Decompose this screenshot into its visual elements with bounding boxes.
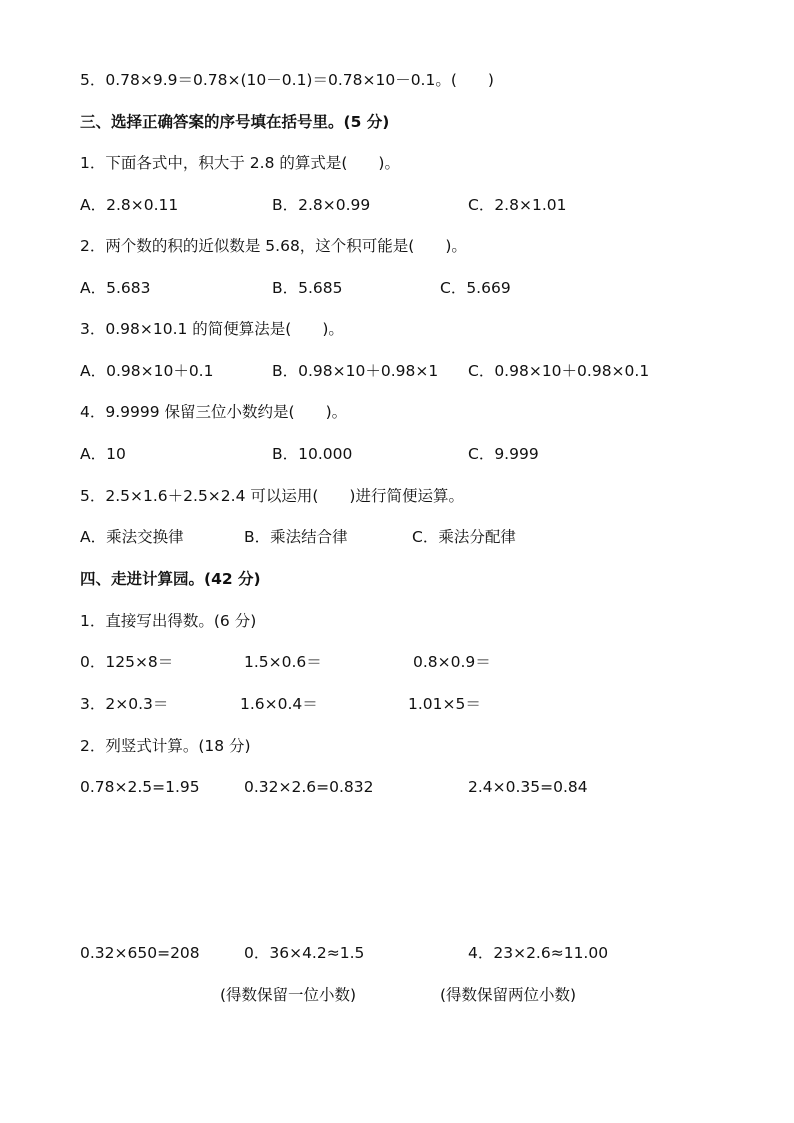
q2-option-b: B．5.685 bbox=[272, 279, 343, 297]
oral-calc-item: 1.5×0.6＝ bbox=[244, 653, 322, 671]
choice-question-5: 5．2.5×1.6＋2.5×2.4 可以运用( )进行简便运算。 bbox=[80, 487, 464, 505]
q3-option-a: A．0.98×10＋0.1 bbox=[80, 362, 214, 380]
q1-option-b: B．2.8×0.99 bbox=[272, 196, 371, 214]
part2-title: 2．列竖式计算。(18 分) bbox=[80, 737, 251, 755]
oral-calc-item: 0．125×8＝ bbox=[80, 653, 174, 671]
oral-calc-item: 1.6×0.4＝ bbox=[240, 695, 318, 713]
q4-option-b: B．10.000 bbox=[272, 445, 353, 463]
q5-option-a: A．乘法交换律 bbox=[80, 528, 184, 546]
section-3-heading: 三、选择正确答案的序号填在括号里。(5 分) bbox=[80, 113, 390, 131]
part1-title: 1．直接写出得数。(6 分) bbox=[80, 612, 257, 630]
rounding-note: (得数保留一位小数) bbox=[220, 986, 357, 1004]
vertical-calc-item: 0.32×2.6=0.832 bbox=[244, 778, 374, 796]
choice-question-4: 4．9.9999 保留三位小数约是( )。 bbox=[80, 403, 348, 421]
q1-option-c: C．2.8×1.01 bbox=[468, 196, 567, 214]
section-4-heading: 四、走进计算园。(42 分) bbox=[80, 570, 261, 588]
q3-option-c: C．0.98×10＋0.98×0.1 bbox=[468, 362, 650, 380]
choice-question-1: 1．下面各式中，积大于 2.8 的算式是( )。 bbox=[80, 154, 400, 172]
q2-option-a: A．5.683 bbox=[80, 279, 151, 297]
vertical-calc-item: 0.32×650=208 bbox=[80, 944, 200, 962]
choice-question-2: 2．两个数的积的近似数是 5.68，这个积可能是( )。 bbox=[80, 237, 467, 255]
q2-option-c: C．5.669 bbox=[440, 279, 511, 297]
vertical-calc-item: 2.4×0.35=0.84 bbox=[468, 778, 588, 796]
q5-option-b: B．乘法结合律 bbox=[244, 528, 348, 546]
choice-question-3: 3．0.98×10.1 的简便算法是( )。 bbox=[80, 320, 344, 338]
q1-option-a: A．2.8×0.11 bbox=[80, 196, 179, 214]
q5-option-c: C．乘法分配律 bbox=[412, 528, 516, 546]
vertical-calc-item: 4．23×2.6≈11.00 bbox=[468, 944, 609, 962]
judgement-question-5: 5．0.78×9.9＝0.78×(10－0.1)＝0.78×10－0.1。( ) bbox=[80, 71, 494, 89]
oral-calc-item: 0.8×0.9＝ bbox=[413, 653, 491, 671]
oral-calc-item: 1.01×5＝ bbox=[408, 695, 481, 713]
q4-option-c: C．9.999 bbox=[468, 445, 539, 463]
q4-option-a: A．10 bbox=[80, 445, 126, 463]
oral-calc-item: 3．2×0.3＝ bbox=[80, 695, 169, 713]
vertical-calc-item: 0．36×4.2≈1.5 bbox=[244, 944, 365, 962]
vertical-calc-item: 0.78×2.5=1.95 bbox=[80, 778, 200, 796]
rounding-note: (得数保留两位小数) bbox=[440, 986, 577, 1004]
q3-option-b: B．0.98×10＋0.98×1 bbox=[272, 362, 439, 380]
